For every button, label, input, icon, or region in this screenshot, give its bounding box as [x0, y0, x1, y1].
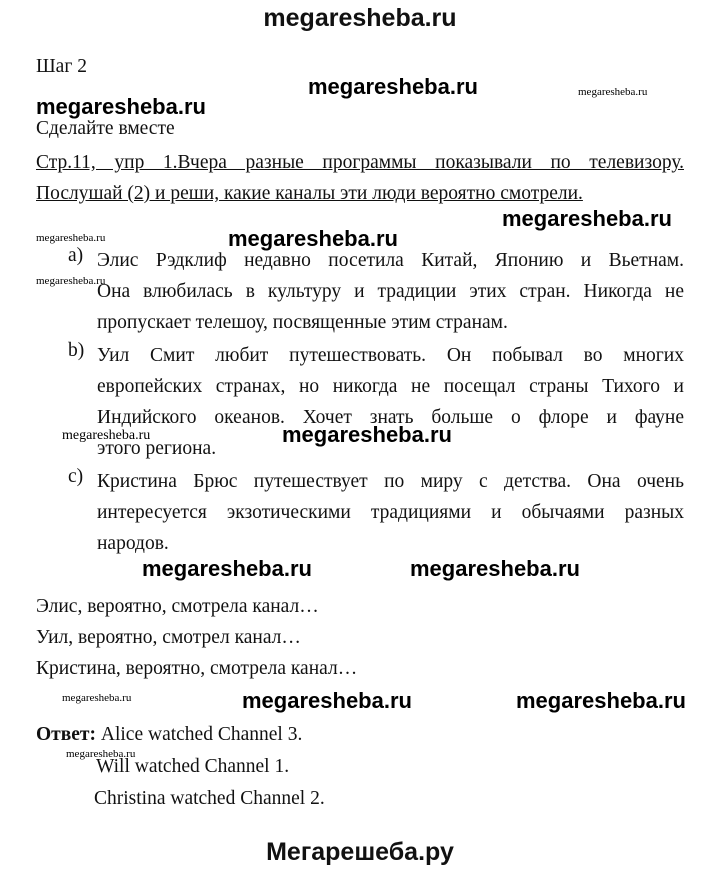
watermark: megaresheba.ru: [36, 94, 206, 119]
item-marker: c): [68, 466, 84, 487]
item-line: этого региона.: [97, 438, 217, 459]
item-line: Индийского океанов. Хочет знать больше о флоре и фауне: [97, 407, 684, 428]
sentence: Элис, вероятно, смотрела канал…: [36, 596, 319, 617]
item-c-text: [97, 466, 684, 559]
answer-text: Will watched Channel 1.: [96, 756, 290, 777]
watermark: megaresheba.ru: [410, 556, 580, 581]
watermark: megaresheba.ru: [282, 422, 452, 447]
answer-text: Alice watched Channel 3.: [100, 724, 303, 745]
watermark: megaresheba.ru: [142, 556, 312, 581]
watermark: megaresheba.ru: [502, 206, 672, 231]
item-a-text: [97, 245, 684, 338]
answer-line: [36, 724, 302, 746]
watermark: megaresheba.ru: [516, 688, 686, 713]
answer-label: Ответ:: [36, 724, 97, 745]
bottom-watermark: Мегарешеба.ру: [266, 838, 454, 866]
watermark-small: megaresheba.ru: [578, 86, 648, 98]
watermark: megaresheba.ru: [308, 74, 478, 99]
section-label: Сделайте вместе: [36, 118, 175, 139]
watermark: megaresheba.ru: [228, 226, 398, 251]
item-marker: a): [68, 245, 84, 266]
watermark-small: megaresheba.ru: [36, 275, 106, 287]
top-watermark: megaresheba.ru: [263, 4, 457, 32]
item-line: Кристина Брюс путешествует по миру с детства. Она очень: [97, 471, 684, 492]
item-line: интересуется экзотическими традициями и обычаями разных: [97, 502, 684, 523]
item-line: пропускает телешоу, посвященные этим странам.: [97, 312, 508, 333]
task-line: Послушай (2) и реши, какие каналы эти люди вероятно смотрели.: [36, 183, 583, 204]
item-line: европейских странах, но никогда не посещал страны Тихого и: [97, 376, 684, 397]
item-line: Уил Смит любит путешествовать. Он побывал во многих: [97, 345, 684, 366]
step-label: Шаг 2: [36, 56, 87, 77]
task-line: Стр.11, упр 1.Вчера разные программы показывали по телевизору.: [36, 152, 684, 173]
item-line: Элис Рэдклиф недавно посетила Китай, Японию и Вьетнам.: [97, 250, 684, 271]
watermark: megaresheba.ru: [242, 688, 412, 713]
answer-text: Christina watched Channel 2.: [94, 788, 325, 809]
item-marker: b): [68, 340, 85, 361]
watermark-small: megaresheba.ru: [62, 692, 132, 704]
item-line: Она влюбилась в культуру и традиции этих стран. Никогда не: [97, 281, 684, 302]
sentence: Уил, вероятно, смотрел канал…: [36, 627, 301, 648]
sentence: Кристина, вероятно, смотрела канал…: [36, 658, 358, 679]
watermark-small: megaresheba.ru: [62, 428, 151, 443]
item-line: народов.: [97, 533, 169, 554]
watermark-small: megaresheba.ru: [36, 232, 106, 244]
task-text: [36, 147, 684, 209]
watermark-small: megaresheba.ru: [66, 748, 136, 760]
